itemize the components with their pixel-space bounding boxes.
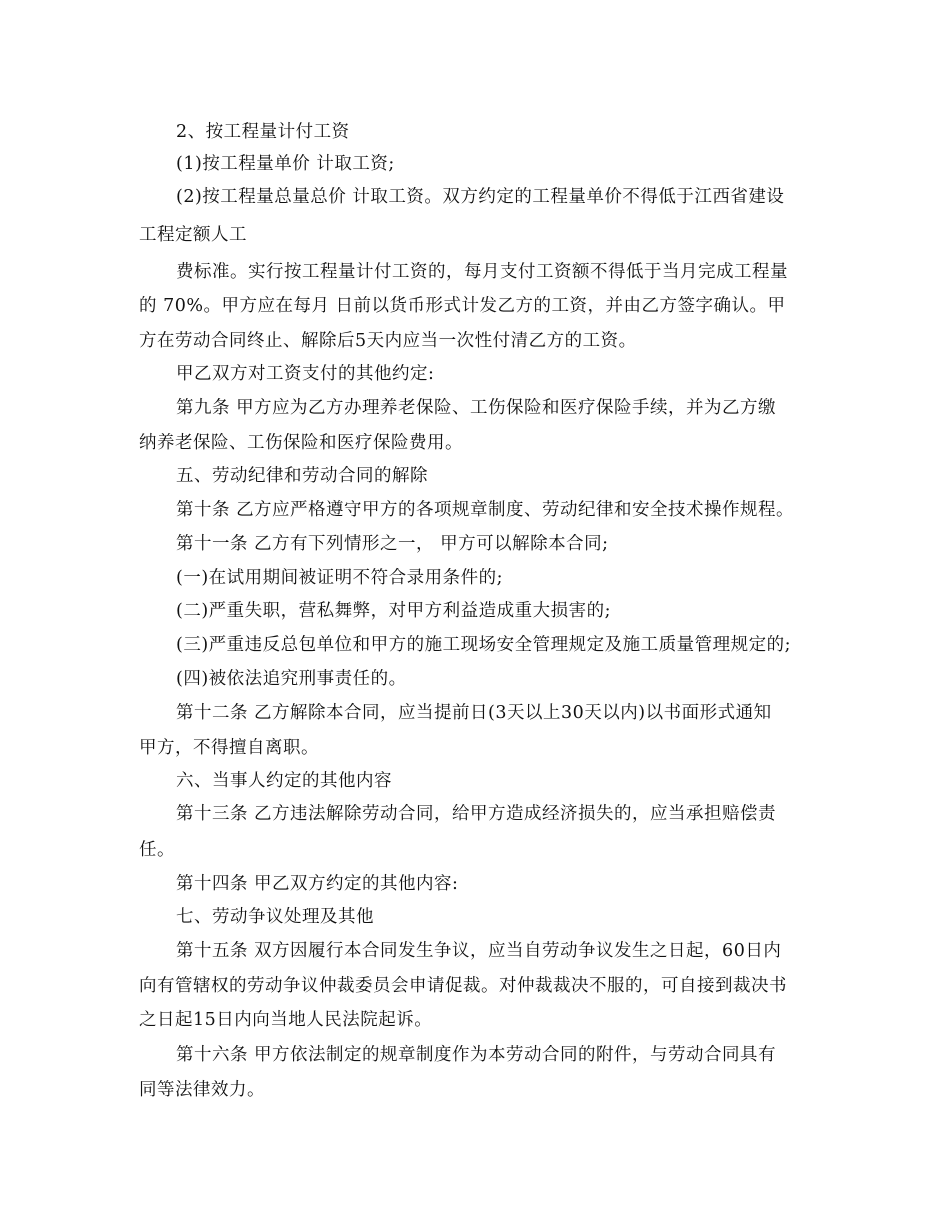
paragraph-line: (2)按工程量总量总价 计取工资。双方约定的工程量单价不得低于江西省建设 <box>176 187 785 207</box>
paragraph-line: 甲乙双方对工资支付的其他约定: <box>176 364 435 384</box>
list-item: (三)严重违反总包单位和甲方的施工现场安全管理规定及施工质量管理规定的; <box>176 635 792 655</box>
list-item: (一)在试用期间被证明不符合录用条件的; <box>176 568 504 588</box>
paragraph-line: 第九条 甲方应为乙方办理养老保险、工伤保险和医疗保险手续，并为乙方缴 <box>176 398 777 418</box>
paragraph-line: 第十三条 乙方违法解除劳动合同，给甲方造成经济损失的，应当承担赔偿责 <box>176 804 777 824</box>
paragraph-line: 费标准。实行按工程量计付工资的，每月支付工资额不得低于当月完成工程量 <box>176 262 788 282</box>
paragraph-line: (1)按工程量单价 计取工资; <box>176 154 395 174</box>
paragraph-line: 方在劳动合同终止、解除后5天内应当一次性付清乙方的工资。 <box>139 331 637 351</box>
paragraph-line: 第十四条 甲乙双方约定的其他内容: <box>176 874 459 894</box>
paragraph-line: 任。 <box>139 840 175 860</box>
section-heading: 五、劳动纪律和劳动合同的解除 <box>176 466 428 486</box>
paragraph-line: 2、按工程量计付工资 <box>176 122 350 142</box>
list-item: (二)严重失职，营私舞弊，对甲方利益造成重大损害的; <box>176 601 612 621</box>
paragraph-line: 同等法律效力。 <box>139 1080 265 1100</box>
section-heading: 六、当事人约定的其他内容 <box>176 771 392 791</box>
paragraph-line: 纳养老保险、工伤保险和医疗保险费用。 <box>139 433 463 453</box>
paragraph-line: 工程定额人工 <box>139 225 247 245</box>
paragraph-line: 的 70%。甲方应在每月 日前以货币形式计发乙方的工资，并由乙方签字确认。甲 <box>139 296 786 316</box>
list-item: (四)被依法追究刑事责任的。 <box>176 669 407 689</box>
section-heading: 七、劳动争议处理及其他 <box>176 907 374 927</box>
paragraph-line: 甲方，不得擅自离职。 <box>139 738 319 758</box>
paragraph-line: 第十一条 乙方有下列情形之一， 甲方可以解除本合同; <box>176 534 609 554</box>
paragraph-line: 第十二条 乙方解除本合同，应当提前日(3天以上30天以内)以书面形式通知 <box>176 703 772 723</box>
paragraph-line: 第十五条 双方因履行本合同发生争议，应当自劳动争议发生之日起，60日内 <box>176 941 782 961</box>
paragraph-line: 第十条 乙方应严格遵守甲方的各项规章制度、劳动纪律和安全技术操作规程。 <box>176 500 795 520</box>
paragraph-line: 第十六条 甲方依法制定的规章制度作为本劳动合同的附件，与劳动合同具有 <box>176 1045 777 1065</box>
paragraph-line: 向有管辖权的劳动争议仲裁委员会申请促裁。对仲裁裁决不服的，可自接到裁决书 <box>139 976 787 996</box>
paragraph-line: 之日起15日内向当地人民法院起诉。 <box>139 1010 433 1030</box>
